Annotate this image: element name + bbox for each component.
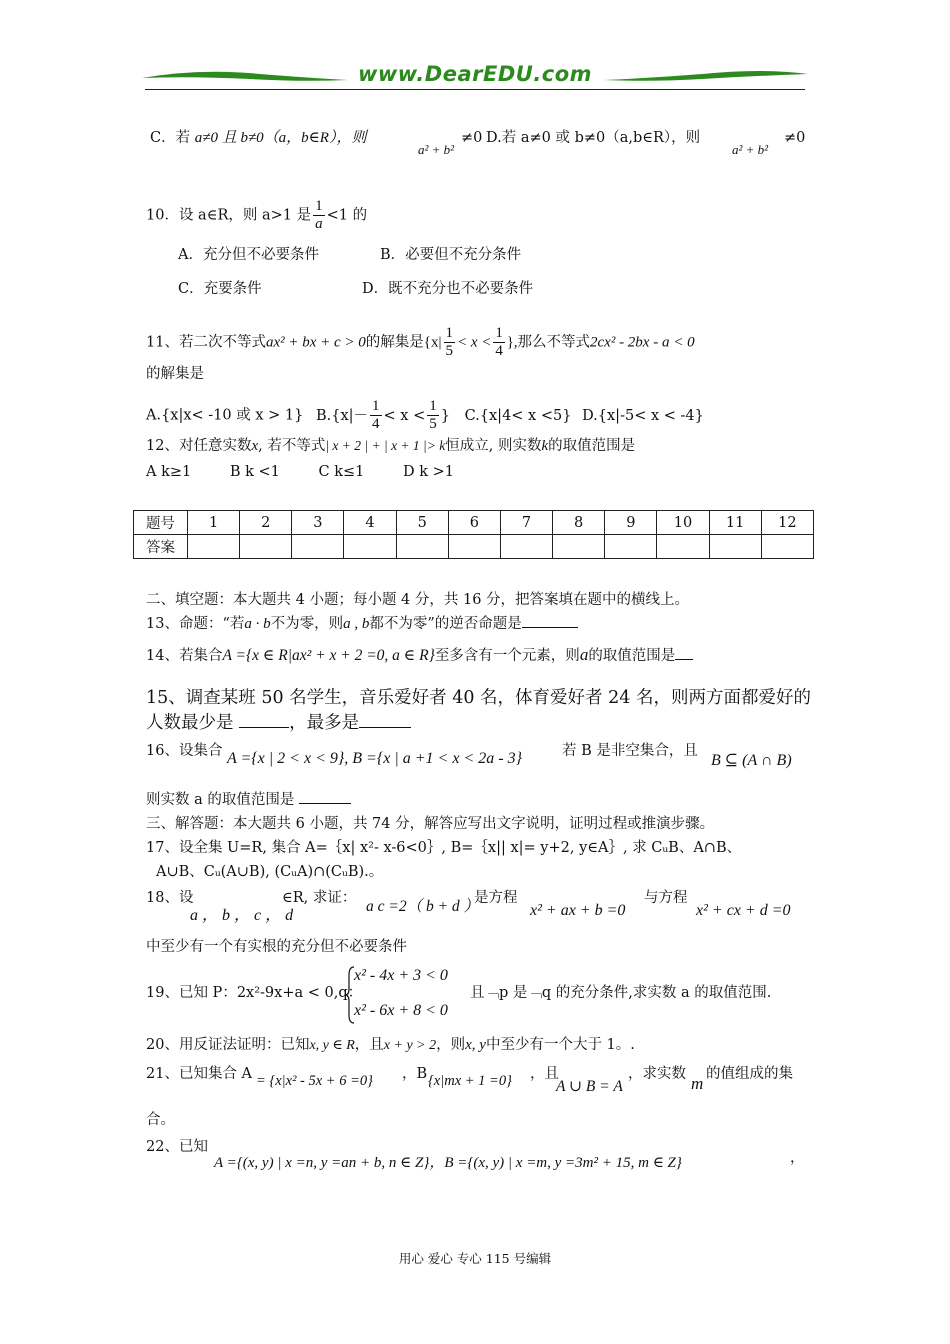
q22-sets: A ={(x, y) | x =n, y =an + b, n ∈ Z}，B ={(x, y) | x =m, y =3m² + 15, m ∈ Z} xyxy=(214,1155,682,1171)
q17-line2: A∪B、Cᵤ(A∪B), (CᵤA)∩(CᵤB).。 xyxy=(156,864,384,880)
table-number-cell: 3 xyxy=(292,511,344,535)
q21-setB: {x|mx + 1 =0} xyxy=(428,1073,512,1089)
table-number-cell: 1 xyxy=(188,511,240,535)
table-number-cell: 5 xyxy=(396,511,448,535)
q18-d: 与方程 xyxy=(644,890,688,906)
q9-expr-c: a² + b² xyxy=(418,142,455,157)
q11-option-d: D.{x|-5< x < -4} xyxy=(582,407,704,424)
q17-line1: 17、设全集 U=R, 集合 A=｛x| x²- x-6<0｝, B=｛x|| x|= y+2, y∈A｝, 求 CᵤB、A∩B、 xyxy=(146,840,742,856)
q10-fraction: $\frac{1}{a}$ xyxy=(315,198,323,232)
header-swoosh-right xyxy=(602,66,810,86)
answer-table-header-row xyxy=(134,511,814,535)
q16-cond: 若 B 是非空集合，且 xyxy=(562,743,698,759)
table-number-cell: 10 xyxy=(657,511,709,535)
answer-cell[interactable] xyxy=(292,535,344,559)
q9-option-d: D.若 a≠0 或 b≠0（a,b∈R），则 xyxy=(486,130,701,146)
section3-title: 三、解答题：本大题共 6 小题，共 74 分，解答应写出文字说明，证明过程或推演步骤。 xyxy=(146,816,715,832)
q12-option-d: D k >1 xyxy=(403,464,455,480)
answer-cell[interactable] xyxy=(188,535,240,559)
q21-cond: A ∪ B = A xyxy=(556,1078,623,1095)
site-logo: www.DearEDU.com xyxy=(357,62,593,86)
q15-min-blank[interactable] xyxy=(239,727,289,728)
q11-options xyxy=(146,398,704,433)
q15-max-blank[interactable] xyxy=(359,727,411,728)
section2-title: 二、填空题：本大题共 4 小题；每小题 4 分，共 16 分，把答案填在题中的横线上。 xyxy=(146,592,690,608)
q22-a: 22、已知 xyxy=(146,1139,208,1155)
q12-option-b: B k <1 xyxy=(229,464,280,480)
answer-cell[interactable] xyxy=(553,535,605,559)
q18-expr: a c =2（ b + d ） xyxy=(366,898,480,915)
q12-stem: 12、对任意实数x, 若不等式| x + 2 | + | x + 1 |> k恒成立, 则实数k的取值范围是 xyxy=(146,438,636,454)
q18-a: 18、设 xyxy=(146,890,194,906)
q15-line1: 15、调查某班 50 名学生，音乐爱好者 40 名，体育爱好者 24 名，则两方面都爱好的 xyxy=(146,688,811,708)
q15-line2: 人数最少是 ，最多是 xyxy=(146,713,411,733)
q18-c: 是方程 xyxy=(474,890,518,906)
q10-option-d: D．既不充分也不必要条件 xyxy=(362,281,534,297)
q21-line2: 合。 xyxy=(146,1112,175,1128)
q11-option-c: C.{x|4< x <5} xyxy=(464,407,572,424)
table-number-cell: 8 xyxy=(553,511,605,535)
q12-options xyxy=(146,462,454,482)
q9-expr-d: a² + b² xyxy=(732,142,769,157)
answer-cell[interactable] xyxy=(657,535,709,559)
q21-e: 的值组成的集 xyxy=(706,1066,793,1082)
answer-cell[interactable] xyxy=(605,535,657,559)
q9-option-cd: C．若 a≠0 且 b≠0（a，b∈R），则 xyxy=(150,130,367,146)
q20: 20、用反证法证明：已知x, y ∈ R，且x + y > 2，则x, y中至少有一个大于 1。. xyxy=(146,1037,635,1053)
q9-ne-c: ≠0 xyxy=(461,130,483,146)
q16-line2: 则实数 a 的取值范围是 xyxy=(146,790,351,810)
q19-a: 19、已知 P：2x²-9x+a < 0,q： xyxy=(146,985,363,1001)
q14-answer-blank[interactable] xyxy=(675,659,693,660)
q10-stem: 10．设 a∈R，则 a>1 是 $\frac{1}{a}$ <1 的 xyxy=(146,198,368,232)
q13: 13、命题：“若a · b不为零，则a , b都不为零”的逆否命题是 xyxy=(146,614,578,634)
table-number-cell: 11 xyxy=(709,511,761,535)
table-number-cell: 4 xyxy=(344,511,396,535)
q14: 14、若集合A ={x ∈ R|ax² + x + 2 =0, a ∈ R}至多含有一个元素，则a的取值范围是 xyxy=(146,645,693,666)
header-banner xyxy=(140,60,810,92)
q21-setA: = {x|x² - 5x + 6 =0} xyxy=(256,1073,373,1089)
table-number-cell: 2 xyxy=(240,511,292,535)
answer-cell[interactable] xyxy=(709,535,761,559)
q18-eq1: x² + ax + b =0 xyxy=(530,902,626,919)
answer-table xyxy=(133,510,814,559)
answer-cell[interactable] xyxy=(500,535,552,559)
q11-line2: 的解集是 xyxy=(146,366,204,382)
q22-end: ， xyxy=(790,1150,805,1166)
answer-cell[interactable] xyxy=(240,535,292,559)
q16-subset: B ⊆ (A ∩ B) xyxy=(711,752,792,769)
q21-b: ，B xyxy=(402,1066,428,1082)
q9-ne-d: ≠0 xyxy=(784,130,806,146)
q21-c: ，且 xyxy=(530,1066,559,1082)
q18-line2: 中至少有一个有实根的充分但不必要条件 xyxy=(146,939,407,955)
q12-option-c: C k≤1 xyxy=(318,464,365,480)
answer-cell[interactable] xyxy=(448,535,500,559)
q18-vars: a ， b ， c ， d xyxy=(190,907,294,924)
answer-table-answer-row xyxy=(134,535,814,559)
q13-answer-blank[interactable] xyxy=(522,627,578,628)
q10-option-a: A．充分但不必要条件 xyxy=(178,247,319,263)
q21-a: 21、已知集合 A xyxy=(146,1066,253,1082)
q11-option-b: B.{x|－ $\frac{1}{4}$ < x < $\frac{1}{5}$ } xyxy=(315,398,450,432)
q16: 16、设集合 xyxy=(146,743,223,759)
page-footer: 用心 爱心 专心 115 号编辑 xyxy=(398,1251,552,1266)
q11-option-a: A.{x|x< -10 或 x > 1} xyxy=(146,407,304,424)
q16-sets: A ={x | 2 < x < 9}, B ={x | a +1 < x < 2a - 3} xyxy=(227,750,522,767)
q21-d: ，求实数 xyxy=(628,1066,686,1082)
q16-answer-blank[interactable] xyxy=(299,803,351,804)
q19-system-1: x² - 4x + 3 < 0 xyxy=(354,967,448,984)
q10-option-c: C．充要条件 xyxy=(178,281,262,297)
q19-b: 且﹁p 是﹁q 的充分条件,求实数 a 的取值范围. xyxy=(470,985,772,1001)
table-label-answer: 答案 xyxy=(134,535,188,559)
answer-cell[interactable] xyxy=(396,535,448,559)
answer-cell[interactable] xyxy=(761,535,813,559)
q10-option-b: B．必要但不充分条件 xyxy=(380,247,522,263)
answer-cell[interactable] xyxy=(344,535,396,559)
header-swoosh-left xyxy=(140,66,350,86)
header-rule xyxy=(145,89,805,90)
q18-eq2: x² + cx + d =0 xyxy=(696,902,791,919)
table-number-cell: 12 xyxy=(761,511,813,535)
table-label-number: 题号 xyxy=(134,511,188,535)
q18-b: ∈R, 求证： xyxy=(282,890,357,906)
q11-stem: 11、若二次不等式ax² + bx + c > 0的解集是{x| $\frac{1}{5}$ < x < $\frac{1}{4}$ },那么不等式2cx² - 2bx - a < 0 xyxy=(146,325,695,359)
table-number-cell: 9 xyxy=(605,511,657,535)
q19-system-2: x² - 6x + 8 < 0 xyxy=(354,1002,448,1019)
q12-option-a: A k≥1 xyxy=(146,464,192,480)
table-number-cell: 7 xyxy=(500,511,552,535)
table-number-cell: 6 xyxy=(448,511,500,535)
q21-var: m xyxy=(691,1074,704,1093)
